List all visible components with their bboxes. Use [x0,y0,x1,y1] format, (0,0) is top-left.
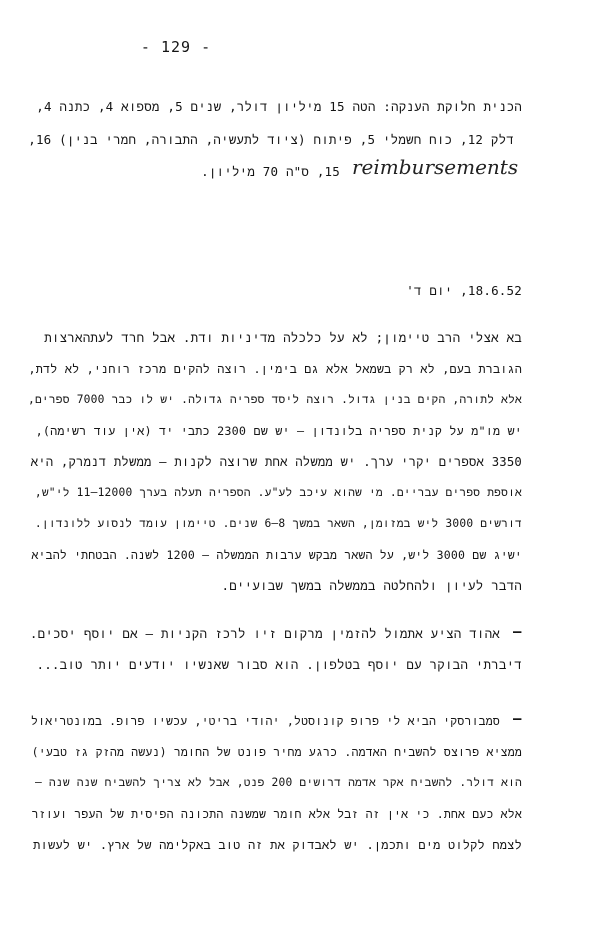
paragraph-3-line-2: דיברתי הבוקר עם יוסף בטלפון. הוא סבור שאנשיו יודעים יותר טוב... [36,657,522,672]
paragraph-2-line-8: ישיג שם 3000 ליש, על השאר מבקש ערבות הממשלה – 1200 לשנה. הבטחתי להביא [31,548,522,562]
paragraph-4-line-1: סמבורסקי הביא לי פרופ קונוסטל, יהודי בריטי, עכשיו פרופ. במונטריאול [31,714,500,728]
paragraph-4-line-3: הוא דולר. להשביח אקר אדמה דרושים 200 פנט, אבל לא צריך להשביח שנה שנה – [34,776,522,789]
paragraph-2-line-6: אוספת ספרים עבריים. מי שהוא עיכב לע"ע. הספריה תעלה בערך 12000–11 לי"ש, [34,486,522,499]
handwritten-annotation: reimbursements [352,155,519,179]
paragraph-3-bullet-dash: – [513,624,522,640]
paragraph-4-line-2: ממציא פרוצס להשביח האדמה. כרגע מחיר פונט של החומר (נעשה מהזק גז טבעי) [31,745,522,759]
date-header: 18.6.52, יום ד' [406,283,522,298]
paragraph-2-line-7: דורשים 3000 ליש במזומן, השאר במשך 8–6 שנים. טיימון עומד לנסוע ללונדון. [34,517,522,530]
paragraph-4-bullet-dash: – [513,711,522,727]
paragraph-2-line-2: הגוברת בעם, לא רק בשמאל אלא גם בימין. רוצה להקים מרכז רוחני, לא לדת, [28,362,522,376]
paragraph-2-line-9: הדבר לעיון ולהחלטה בממשלה במשך שבועיים. [221,578,522,593]
paragraph-2-line-4: יש מו"מ על קנית ספריה בלונדון – יש שם 2300 כתבי יד (אין עוד רשימה), [35,424,522,438]
paragraph-1-line-2: דלק 12, כוח חשמלי 5, פיתוח (ציוד לתעשיה, התבורה, חמרי בנין) 16, [28,132,514,147]
paragraph-4-line-5: לצמח לקלוט מים ותכמן. יש לאבדוק את זה טוב באקלימה של ארץ. יש לעשות [33,838,522,852]
paragraph-2-line-1: בא אצלי הרב טיימון; לא על כלכלה מדיניות ודת. אבל חרד לעתהארצות [44,330,522,345]
paragraph-3-line-1: אהוד הציע אתמול להזמין מרקום זיו לרכז הקניות – אם יוסף יסכים. [29,626,500,641]
paragraph-2-line-3: אלא לתורה, הקים בנין גדול. רוצה ליסד ספריה גדולה. יש לו כבר 7000 ספרים, [27,393,522,406]
paragraph-1-line-1: הכנית חלוקת הענקה: הטה 15 מיליון דולר, שנים 5, מספוא 4, כתנה 4, [36,99,522,114]
paragraph-2-line-5: 3350 אספרים יקרי ערך. יש ממשלה אחת שרוצה לקנות – ממשלת דנמרק, היא [30,455,522,469]
paragraph-1-line-3: 15, ס"ה 70 מיליון. [201,164,340,179]
paragraph-4-line-4: אלא כעם אחת. כי אין זה זבל אלא חומר שמשנה התכונה הפיסית של העפר ועוזר [31,807,522,821]
page-number: - 129 - [140,38,212,56]
